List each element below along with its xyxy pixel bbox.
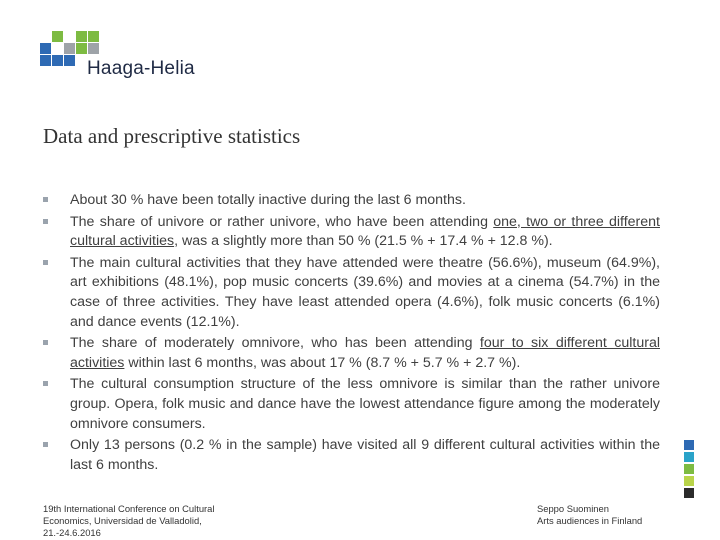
footer-talk-title: Arts audiences in Finland: [537, 515, 643, 526]
bullet-text: About 30 % have been totally inactive during the last 6 months.: [70, 192, 466, 208]
color-bar-square: [684, 488, 694, 498]
logo-square: [88, 31, 99, 42]
bullet-text: The main cultural activities that they have attended were theatre (56.6%), museum (64.9%), art exhibitions (48.1%), pop music concerts (39.6%) and movies at a cinema (54.7%) in the case of three activities. They have least attended opera (4.6%), folk music concerts (6.1%) and dance events (12.1%).: [70, 254, 660, 330]
decorative-color-bar: [684, 440, 694, 500]
logo-square: [40, 55, 51, 66]
logo-square: [40, 43, 51, 54]
bullet-item: [43, 436, 660, 475]
logo-wordmark: Haaga-Helia: [87, 58, 195, 79]
footer-author: [537, 503, 667, 527]
bullet-text: The share of moderately omnivore, who has been attending: [70, 335, 480, 352]
bullet-square-icon: [43, 197, 48, 202]
color-bar-square: [684, 476, 694, 486]
footer-author-name: Seppo Suominen: [537, 503, 609, 514]
bullet-text: , was a slightly more than 50 % (21.5 % + 17.4 % + 12.8 %).: [174, 233, 553, 250]
logo-square: [64, 43, 75, 54]
logo-square: [88, 43, 99, 54]
slide-title: Data and prescriptive statistics: [43, 124, 301, 148]
bullet-square-icon: [43, 219, 48, 224]
bullet-square-icon: [43, 381, 48, 386]
bullet-underlined-text: one, two or three different cultural activities: [70, 213, 660, 250]
bullet-underlined-text: four to six different cultural activities: [70, 335, 660, 371]
bullet-text: The share of univore or rather univore, who have been attending: [70, 213, 494, 230]
bullet-square-icon: [43, 260, 48, 265]
bullet-item: [43, 191, 660, 211]
bullet-text: Only 13 persons (0.2 % in the sample) have visited all 9 different cultural activities within the last 6 months.: [70, 437, 660, 473]
color-bar-square: [684, 440, 694, 450]
bullet-item: [43, 254, 660, 332]
color-bar-square: [684, 452, 694, 462]
bullet-text: The cultural consumption structure of the less omnivore is similar than the rather univore group. Opera, folk music and dance have the lowest attendance figure among the moderately omnivore consumers.: [70, 376, 660, 432]
bullet-square-icon: [43, 340, 48, 345]
logo-square: [76, 43, 87, 54]
haaga-helia-logo: [40, 31, 210, 83]
footer-conference: 19th International Conference on Cultural Economics, Universidad de Valladolid, 21.-24.6.2016: [43, 503, 215, 538]
bullet-text: within last 6 months, was about 17 % (8.7 % + 5.7 % + 2.7 %).: [124, 354, 521, 371]
logo-square: [76, 31, 87, 42]
bullet-list: [43, 191, 660, 477]
color-bar-square: [684, 464, 694, 474]
bullet-square-icon: [43, 442, 48, 447]
bullet-item: [43, 213, 660, 252]
bullet-item: [43, 375, 660, 434]
logo-square: [64, 55, 75, 66]
logo-square: [52, 55, 63, 66]
bullet-item: [43, 334, 660, 373]
logo-square: [52, 31, 63, 42]
